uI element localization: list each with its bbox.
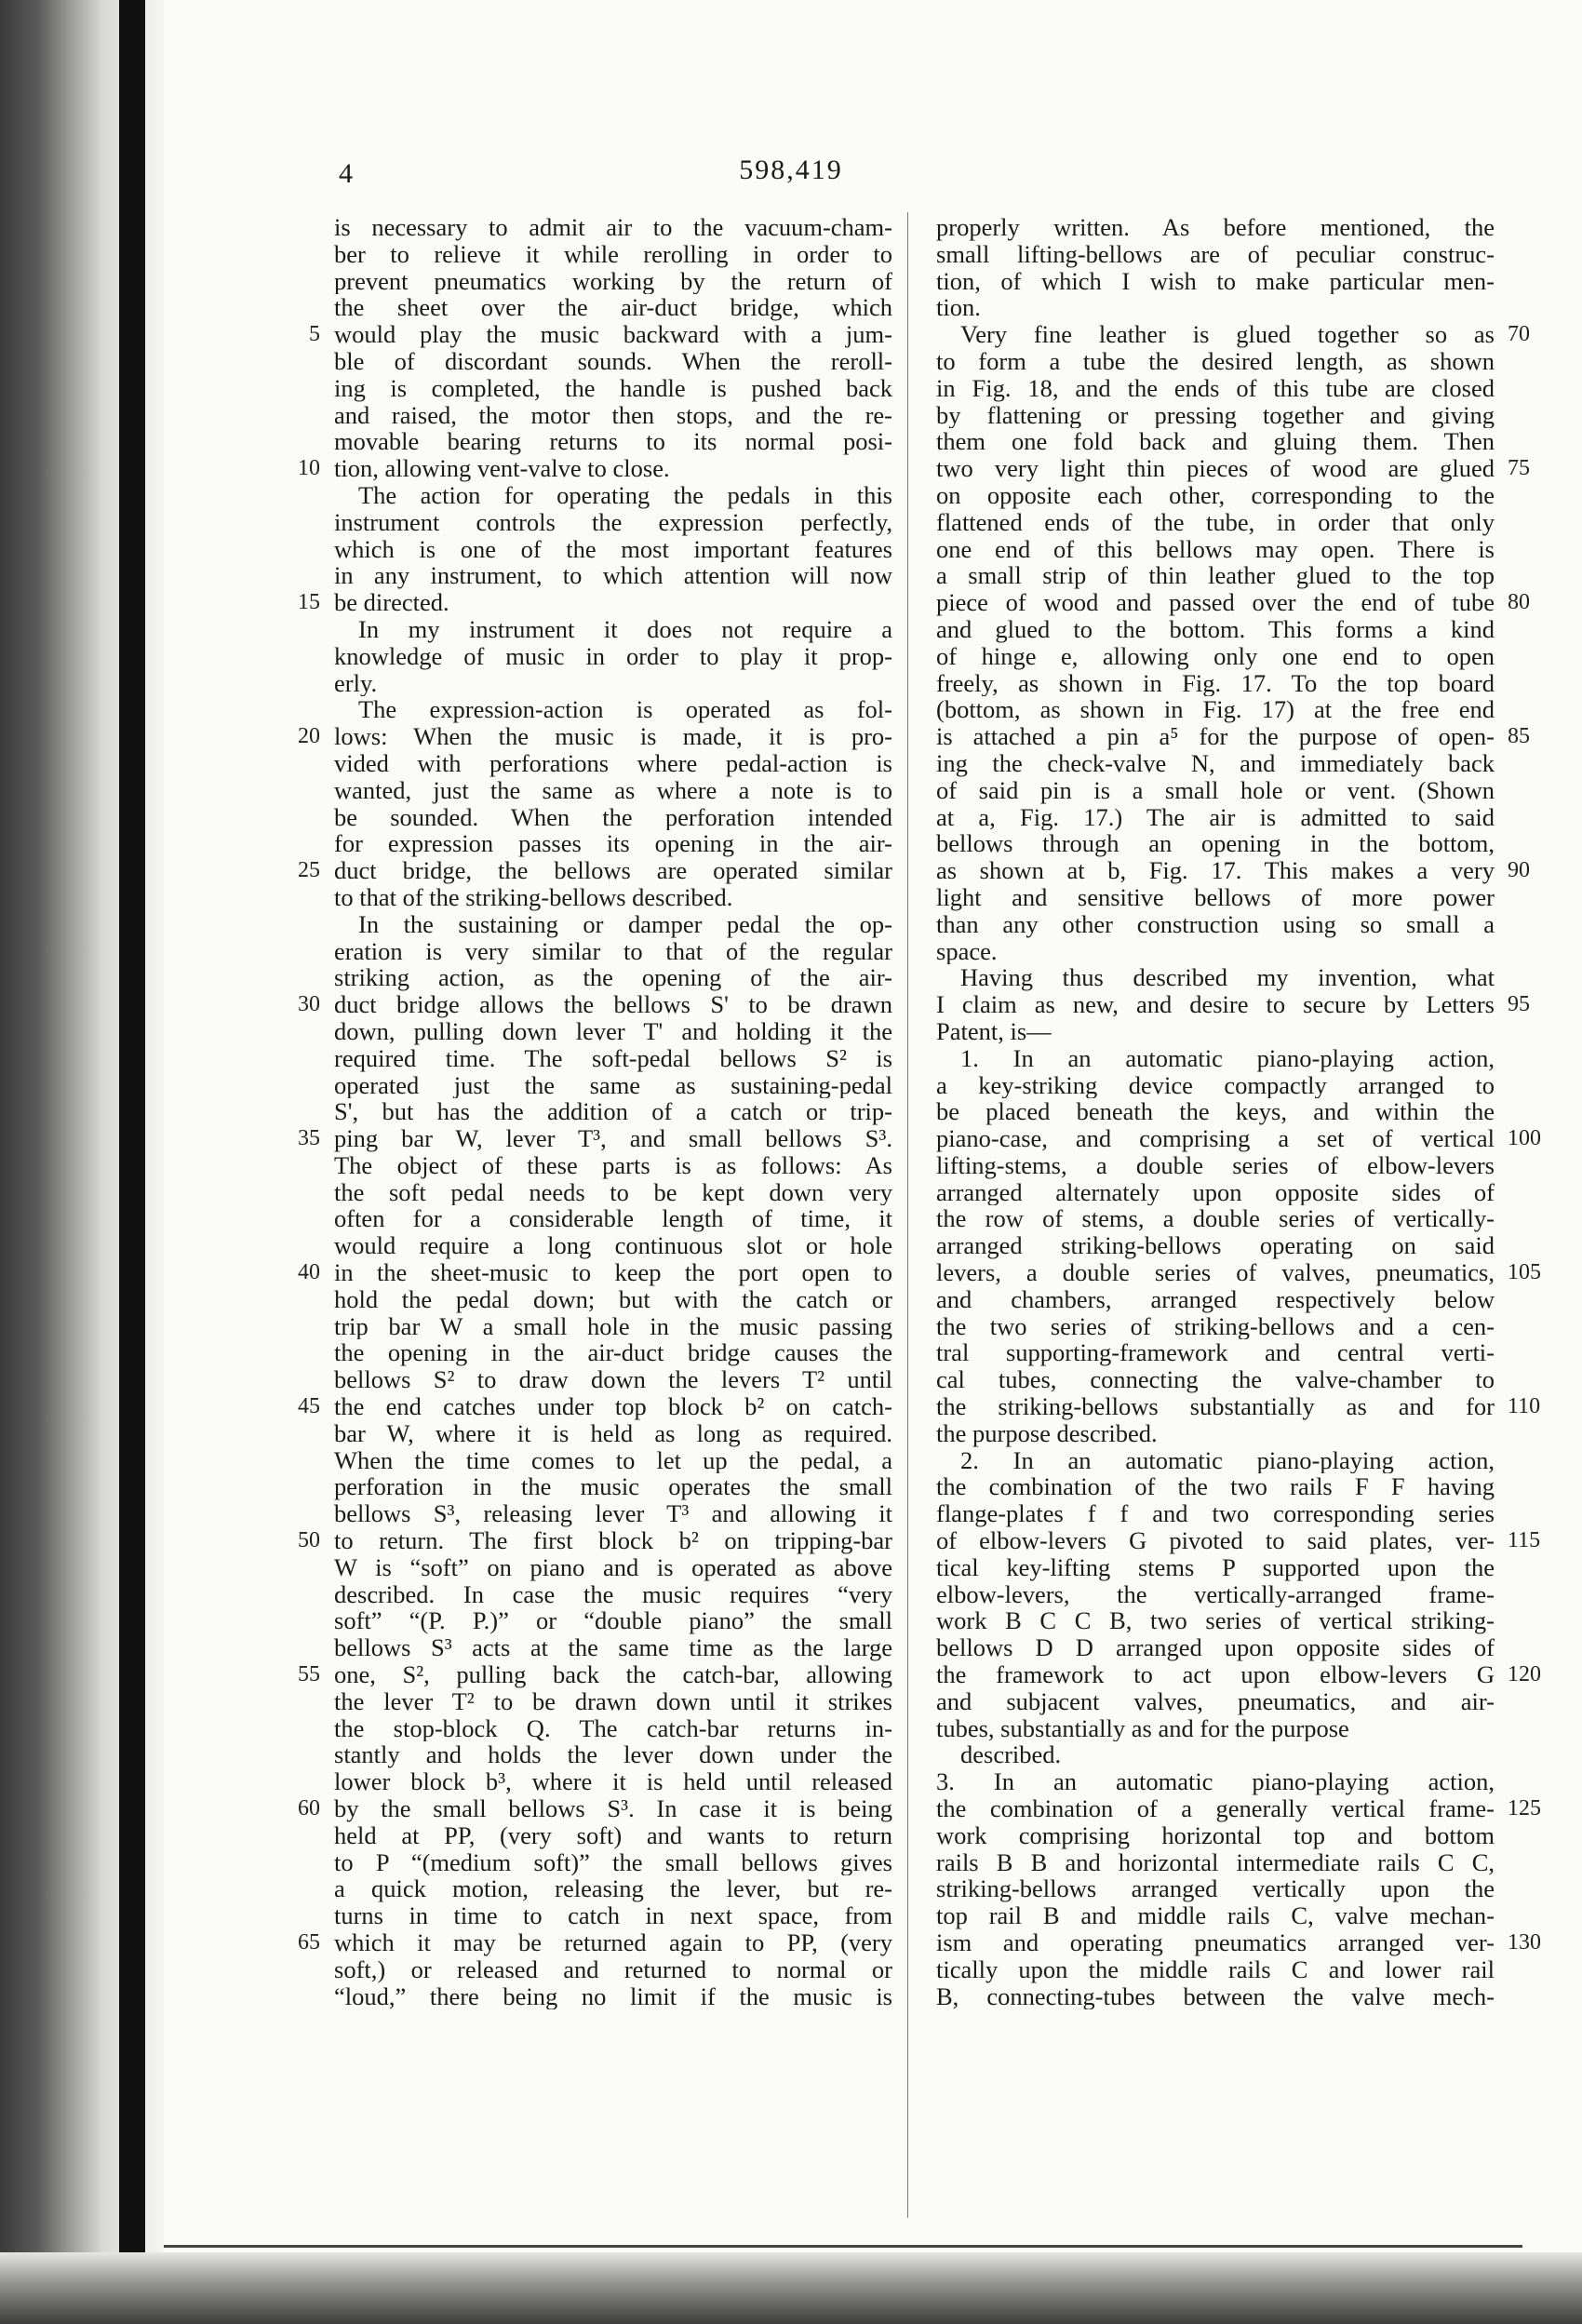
line-number: 85 (1508, 724, 1530, 749)
text-line: duct bridge, the bellows are operated similar (334, 857, 892, 884)
text-line: one, S², pulling back the catch-bar, allowing (334, 1661, 892, 1688)
line-number: 10 (298, 456, 320, 481)
text-line: ing is completed, the handle is pushed back (334, 374, 892, 402)
text-line: tically upon the middle rails C and lower rail (936, 1955, 1495, 1983)
line-number: 30 (298, 992, 320, 1017)
text-line: W is “soft” on piano and is operated as above (334, 1553, 892, 1581)
text-line: (bottom, as shown in Fig. 17) at the free end (936, 696, 1495, 724)
scan-binding-bar (119, 0, 145, 2324)
text-line: properly written. As before mentioned, the (936, 214, 1495, 241)
text-line: The action for operating the pedals in this (358, 481, 892, 509)
text-line: one end of this bellows may open. There is (936, 535, 1495, 563)
text-line: soft,) or released and returned to normal or (334, 1955, 892, 1983)
text-line: levers, a double series of valves, pneumatics, (936, 1259, 1495, 1286)
text-line: a small strip of thin leather glued to the top (936, 562, 1495, 590)
line-number: 40 (298, 1260, 320, 1285)
text-line: of said pin is a small hole or vent. (Shown (936, 776, 1495, 804)
line-number: 70 (1508, 322, 1530, 347)
text-line: “loud,” there being no limit if the music is (334, 1982, 892, 2010)
text-line: ble of discordant sounds. When the reroll- (334, 347, 892, 375)
line-number: 80 (1508, 590, 1530, 615)
text-line: the striking-bellows substantially as and for (936, 1393, 1495, 1420)
text-line: the purpose described. (936, 1419, 1158, 1447)
text-line: In the sustaining or damper pedal the op- (358, 910, 892, 938)
text-line: ping bar W, lever T³, and small bellows S³. (334, 1125, 892, 1152)
text-line: lifting-stems, a double series of elbow-levers (936, 1151, 1495, 1179)
text-line: and glued to the bottom. This forms a kind (936, 615, 1495, 643)
text-line: would require a long continuous slot or hole (334, 1232, 892, 1260)
text-line: bellows S² to draw down the levers T² until (334, 1366, 892, 1394)
text-line: space. (936, 937, 998, 965)
text-line: trip bar W a small hole in the music passing (334, 1312, 892, 1340)
text-line: in the sheet-music to keep the port open to (334, 1259, 892, 1286)
text-line: would play the music backward with a jum- (334, 321, 892, 348)
text-line: in any instrument, to which attention will now (334, 562, 892, 590)
text-line: two very light thin pieces of wood are glued (936, 455, 1495, 482)
text-line: at a, Fig. 17.) The air is admitted to said (936, 803, 1495, 831)
text-line: as shown at b, Fig. 17. This makes a very (936, 857, 1495, 884)
text-line: instrument controls the expression perfectly, (334, 508, 892, 536)
text-line: bar W, where it is held as long as required. (334, 1419, 892, 1447)
line-number: 100 (1508, 1126, 1541, 1151)
scan-bottom-rule (164, 2245, 1522, 2248)
text-line: the stop-block Q. The catch-bar returns in- (334, 1714, 892, 1742)
text-line: described. (960, 1741, 1062, 1769)
text-line: movable bearing returns to its normal posi- (334, 428, 892, 456)
text-line: the lever T² to be drawn down until it strikes (334, 1687, 892, 1715)
text-line: be placed beneath the keys, and within the (936, 1098, 1495, 1126)
text-line: of hinge e, allowing only one end to open (936, 642, 1495, 670)
text-line: be sounded. When the perforation intended (334, 803, 892, 831)
text-line: perforation in the music operates the small (334, 1473, 892, 1501)
line-number: 75 (1508, 456, 1530, 481)
text-line: tion, allowing vent-valve to close. (334, 455, 670, 482)
text-line: The object of these parts is as follows: As (334, 1151, 892, 1179)
line-number: 50 (298, 1528, 320, 1553)
text-line: by the small bellows S³. In case it is being (334, 1795, 892, 1822)
line-number: 130 (1508, 1930, 1541, 1955)
line-number: 20 (298, 724, 320, 749)
text-line: to that of the striking-bellows described. (334, 883, 733, 911)
text-line: 3. In an automatic piano-playing action, (936, 1768, 1495, 1796)
text-line: piano-case, and comprising a set of vertical (936, 1125, 1495, 1152)
text-line: stantly and holds the lever down under the (334, 1741, 892, 1769)
line-number: 55 (298, 1662, 320, 1687)
text-line: striking action, as the opening of the air- (334, 964, 892, 992)
text-line: turns in time to catch in next space, from (334, 1902, 892, 1929)
line-number: 25 (298, 858, 320, 883)
text-line: vided with perforations where pedal-action is (334, 749, 892, 777)
text-line: ing the check-valve N, and immediately back (936, 749, 1495, 777)
scan-edge-bottom (0, 2252, 1582, 2324)
page-marker: 4 (339, 158, 353, 189)
text-line: is attached a pin a⁵ for the purpose of open- (936, 723, 1495, 750)
text-line: flange-plates f f and two corresponding series (936, 1500, 1495, 1528)
text-line: piece of wood and passed over the end of tube (936, 589, 1495, 616)
text-line: prevent pneumatics working by the return of (334, 267, 892, 295)
text-line: is necessary to admit air to the vacuum-cham- (334, 214, 892, 241)
text-line: tical key-lifting stems P supported upon the (936, 1553, 1495, 1581)
text-line: 1. In an automatic piano-playing action, (960, 1044, 1495, 1072)
line-number: 5 (309, 322, 320, 347)
text-line: the two series of striking-bellows and a cen- (936, 1312, 1495, 1340)
text-line: required time. The soft-pedal bellows S² is (334, 1044, 892, 1072)
text-line: hold the pedal down; but with the catch or (334, 1285, 892, 1313)
text-line: elbow-levers, the vertically-arranged frame- (936, 1580, 1495, 1608)
text-line: tral supporting-framework and central verti- (936, 1339, 1495, 1367)
patent-number: 598,419 (739, 154, 843, 185)
text-line: S', but has the addition of a catch or trip- (334, 1098, 892, 1126)
text-line: small lifting-bellows are of peculiar construc- (936, 240, 1495, 268)
text-line: lows: When the music is made, it is pro- (334, 723, 892, 750)
line-number: 110 (1508, 1394, 1541, 1419)
text-line: work comprising horizontal top and bottom (936, 1821, 1495, 1849)
text-line: light and sensitive bellows of more power (936, 883, 1495, 911)
text-line: which it may be returned again to PP, (very (334, 1929, 892, 1956)
column-divider (907, 212, 908, 2218)
text-line: arranged alternately upon opposite sides of (936, 1178, 1495, 1206)
text-line: freely, as shown in Fig. 17. To the top board (936, 669, 1495, 697)
text-line: eration is very similar to that of the regular (334, 937, 892, 965)
text-line: often for a considerable length of time, it (334, 1205, 892, 1233)
text-line: and chambers, arranged respectively below (936, 1285, 1495, 1313)
text-line: ism and operating pneumatics arranged ver- (936, 1929, 1495, 1956)
line-number: 125 (1508, 1796, 1541, 1821)
text-line: striking-bellows arranged vertically upon the (936, 1875, 1495, 1903)
text-line: in Fig. 18, and the ends of this tube are closed (936, 374, 1495, 402)
text-line: for expression passes its opening in the air- (334, 830, 892, 858)
text-line: cal tubes, connecting the valve-chamber to (936, 1366, 1495, 1394)
text-line: the soft pedal needs to be kept down very (334, 1178, 892, 1206)
text-line: tion. (936, 294, 981, 322)
text-line: a quick motion, releasing the lever, but re- (334, 1875, 892, 1903)
text-line: held at PP, (very soft) and wants to return (334, 1821, 892, 1849)
line-number: 45 (298, 1394, 320, 1419)
right-text-column (936, 214, 1495, 2009)
text-line: The expression-action is operated as fol- (358, 696, 892, 724)
text-line: which is one of the most important features (334, 535, 892, 563)
text-line: to return. The first block b² on tripping-bar (334, 1527, 892, 1554)
text-line: the end catches under top block b² on catch- (334, 1393, 892, 1420)
text-line: of elbow-levers G pivoted to said plates, ver- (936, 1527, 1495, 1554)
text-line: on opposite each other, corresponding to the (936, 481, 1495, 509)
text-line: tubes, substantially as and for the purpose (936, 1714, 1349, 1742)
text-line: erly. (334, 669, 378, 697)
text-line: operated just the same as sustaining-pedal (334, 1071, 892, 1099)
text-line: I claim as new, and desire to secure by Letters (936, 991, 1495, 1018)
text-line: the row of stems, a double series of vertically- (936, 1205, 1495, 1233)
text-line: to form a tube the desired length, as shown (936, 347, 1495, 375)
text-line: tion, of which I wish to make particular men- (936, 267, 1495, 295)
text-line: the framework to act upon elbow-levers G (936, 1661, 1495, 1688)
text-line: bellows D D arranged upon opposite sides of (936, 1634, 1495, 1662)
text-line: Very fine leather is glued together so as (960, 321, 1495, 348)
text-line: lower block b³, where it is held until released (334, 1768, 892, 1796)
text-line: In my instrument it does not require a (358, 615, 892, 643)
text-line: the combination of a generally vertical frame- (936, 1795, 1495, 1822)
text-line: 2. In an automatic piano-playing action, (960, 1446, 1495, 1474)
text-line: ber to relieve it while rerolling in order to (334, 240, 892, 268)
text-line: When the time comes to let up the pedal, a (334, 1446, 892, 1474)
text-line: bellows through an opening in the bottom, (936, 830, 1495, 858)
text-line: work B C C B, two series of vertical striking- (936, 1607, 1495, 1635)
text-line: B, connecting-tubes between the valve mech- (936, 1982, 1495, 2010)
text-line: the opening in the air-duct bridge causes the (334, 1339, 892, 1367)
text-line: a key-striking device compactly arranged to (936, 1071, 1495, 1099)
line-number: 120 (1508, 1662, 1541, 1687)
text-line: arranged striking-bellows operating on said (936, 1232, 1495, 1260)
text-line: rails B B and horizontal intermediate rails C C, (936, 1848, 1495, 1876)
text-line: bellows S³ acts at the same time as the large (334, 1634, 892, 1662)
line-number: 95 (1508, 992, 1530, 1017)
text-line: to P “(medium soft)” the small bellows gives (334, 1848, 892, 1876)
text-line: Having thus described my invention, what (960, 964, 1495, 992)
text-line: flattened ends of the tube, in order that only (936, 508, 1495, 536)
line-number: 90 (1508, 858, 1530, 883)
text-line: and raised, the motor then stops, and the re- (334, 401, 892, 429)
line-number: 35 (298, 1126, 320, 1151)
line-number: 60 (298, 1796, 320, 1821)
text-line: Patent, is— (936, 1017, 1052, 1045)
line-number: 15 (298, 590, 320, 615)
line-number: 115 (1508, 1528, 1541, 1553)
line-number: 65 (298, 1930, 320, 1955)
text-line: down, pulling down lever T' and holding it the (334, 1017, 892, 1045)
text-line: the sheet over the air-duct bridge, which (334, 294, 892, 322)
text-line: the combination of the two rails F F having (936, 1473, 1495, 1501)
text-line: them one fold back and gluing them. Then (936, 428, 1495, 456)
text-line: than any other construction using so small a (936, 910, 1495, 938)
text-line: described. In case the music requires “very (334, 1580, 892, 1608)
text-line: knowledge of music in order to play it prop- (334, 642, 892, 670)
text-line: top rail B and middle rails C, valve mechan- (936, 1902, 1495, 1929)
text-line: and subjacent valves, pneumatics, and air- (936, 1687, 1495, 1715)
left-text-column (334, 214, 892, 2009)
text-line: soft” “(P. P.)” or “double piano” the small (334, 1607, 892, 1635)
text-line: duct bridge allows the bellows S' to be drawn (334, 991, 892, 1018)
text-line: wanted, just the same as where a note is to (334, 776, 892, 804)
text-line: by flattening or pressing together and giving (936, 401, 1495, 429)
text-line: be directed. (334, 589, 449, 616)
text-line: bellows S³, releasing lever T³ and allowing it (334, 1500, 892, 1528)
line-number: 105 (1508, 1260, 1541, 1285)
